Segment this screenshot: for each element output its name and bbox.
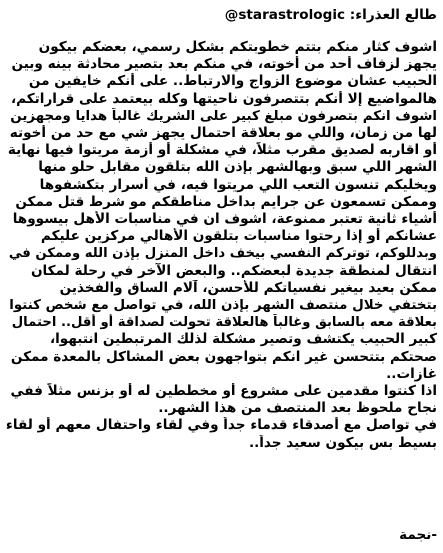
text-line: اشوف انكم بتصرفون مبلغ كبير على الشريك غالباً هدايا ومجهزين bbox=[10, 108, 437, 124]
text-line: وممكن تسمعون عن جرايم بداخل مناطقكم مو شرط قتل ممكن bbox=[15, 193, 437, 210]
author-handle: @starastrologic bbox=[224, 7, 346, 23]
post-header bbox=[6, 6, 437, 24]
text-line: كبير الحبيب يكتشف وتصير مشكلة لذلك المرتبطين انتبهوا، bbox=[49, 331, 437, 348]
text-line: بسيط بس بيكون سعيد جداً.. bbox=[248, 434, 437, 451]
text-line: بتختفي خلال منتصف الشهر بإذن الله، في تواصل مع شخص كنتوا bbox=[9, 298, 437, 314]
text-line: ممكن بعيد بيغير نفسياتكم للأحسن، آلام الساق والفخذين bbox=[59, 279, 437, 296]
text-line: لها من زمان، واللي مو بعلاقة احتمال يجهز شي مع حد من أخوته bbox=[9, 125, 437, 142]
text-line: وبدللوكم، توتركم النفسي بيخف داخل المنزل بإذن الله وممكن في bbox=[8, 246, 437, 262]
horoscope-body bbox=[6, 39, 437, 452]
text-line: الحبيب عشان موضوع الزواج والارتباط.. على أنكم خايفين من bbox=[28, 73, 437, 90]
text-line: صحتكم بتتحسن غير انكم بتواجهون بعض المشاكل بالمعدة ممكن bbox=[10, 348, 437, 365]
text-line: نجاح ملحوظ بعد المنتصف من هذا الشهر.. bbox=[158, 400, 437, 417]
text-line: يجهز لزفاف أحد من أخوته، في منكم بعد بتصير محادثة بينه وبين bbox=[11, 56, 437, 73]
text-line: غازات.. bbox=[386, 365, 437, 382]
post-title: طالع العذراء: bbox=[349, 7, 437, 23]
text-line: هالمواضيع إلا أنكم بتتصرفون ناحيتها وكله بيعتمد على قراراتكم، bbox=[10, 90, 437, 107]
signature: -نجمة bbox=[399, 527, 437, 543]
text-line: اذا كنتوا مقدمين على مشروع أو مخططين له أو بزنس مثلاً ففي bbox=[10, 383, 437, 400]
text-line: أو اقاربه لصديق مقرب مثلاً، في مشكلة أو أزمة مريتوا فيها نهاية bbox=[7, 142, 437, 159]
text-line: عشانكم أو إذا رحتوا مناسبات بتلقون الأهالي مركزين عليكم bbox=[40, 228, 437, 245]
text-line: ويخليكم تنسون التعب اللي مريتوا فيه، في أسرار بتكشفوها bbox=[39, 176, 437, 193]
text-line: الشهر اللي سبق وبهالشهر بإذن الله بتلقون مقابل حلو منها bbox=[38, 159, 437, 176]
text-line: أشياء ثانية تعتبر ممنوعة، اشوف ان في مناسبات الأهل بيسووها bbox=[12, 211, 437, 228]
text-line: في تواصل مع أصدقاء قدماء جداً وفي لقاء واحتفال معهم أو لقاء bbox=[6, 417, 437, 434]
text-line: انتقال لمنطقة جديدة لبعضكم.. والبعض الآخر في رحلة لمكان bbox=[30, 262, 437, 279]
text-line: بعلاقة معه بالسابق وغالباً هالعلاقة تحولت لصداقة أو أقل.. احتمال bbox=[11, 315, 437, 331]
text-line: اشوف كثار منكم بتتم خطوبتكم بشكل رسمي، بعضكم بيكون bbox=[38, 39, 437, 55]
